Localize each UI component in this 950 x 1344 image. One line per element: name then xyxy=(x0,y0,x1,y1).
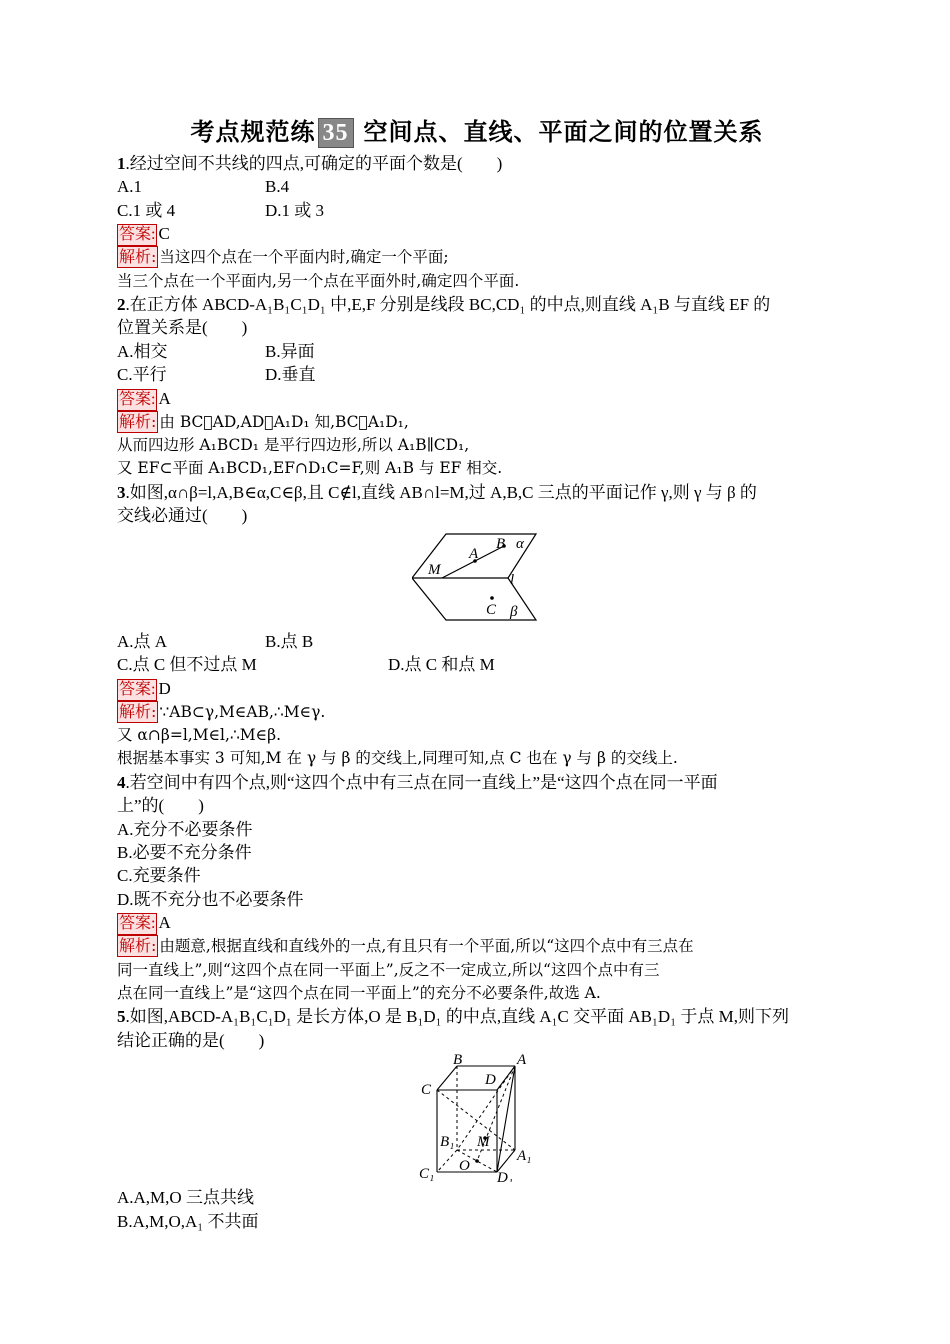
q3-figure xyxy=(412,532,837,628)
q3-stem-line2: 交线必通过( ) xyxy=(117,506,248,526)
q4-answer: 答案: A xyxy=(117,911,837,935)
q2-analysis-line2: 从而四边形 A₁BCD₁ 是平行四边形,所以 A₁B∥CD₁, xyxy=(117,436,470,455)
q4-option-b: B.必要不充分条件 xyxy=(117,842,252,862)
answer-label: 答案: xyxy=(117,389,157,411)
label-c: C xyxy=(486,601,497,618)
q5-option-a: A.A,M,O 三点共线 xyxy=(117,1188,254,1208)
q2-stem-line2: 位置关系是( ) xyxy=(117,318,248,338)
q1-options-row2 xyxy=(117,199,837,222)
q3-options-row2 xyxy=(117,653,837,676)
label-a1: A₁ xyxy=(517,1148,532,1165)
label-d: D xyxy=(485,1072,496,1089)
q4-stem: 4.若空间中有四个点,则“这四个点中有三点在同一直线上”是“这四个点在同一平面 xyxy=(117,772,718,792)
label-alpha: α xyxy=(516,535,524,552)
q5-stem: 5.如图,ABCD-A₁B₁C₁D₁ 是长方体,O 是 B₁D₁ 的中点,直线 A₁C 交平面 AB₁D₁ 于点 M,则下列 xyxy=(117,1007,789,1027)
page-title xyxy=(117,112,837,152)
q3-option-c: C.点 C 但不过点 M xyxy=(117,655,257,675)
label-l: l xyxy=(510,571,515,588)
q4-option-a: A.充分不必要条件 xyxy=(117,819,253,839)
q1-option-a: A.1 xyxy=(117,177,143,197)
q1-answer: 答案: C xyxy=(117,222,837,246)
label-b: B xyxy=(496,535,506,552)
q5-stem-line2: 结论正确的是( ) xyxy=(117,1030,265,1050)
label-c1: C₁ xyxy=(419,1166,435,1183)
label-a: A xyxy=(469,545,479,562)
q1-analysis-line2: 当三个点在一个平面内,另一个点在平面外时,确定四个平面. xyxy=(117,271,520,290)
q3-analysis-line2: 又 α∩β=l,M∈l,∴M∈β. xyxy=(117,725,282,744)
q1-option-b: B.4 xyxy=(265,177,290,197)
point-c xyxy=(490,596,494,600)
q2-analysis: 解析: 由 BC􀱀AD,AD􀱀A₁D₁ 知,BC􀱀A₁D₁, xyxy=(119,411,409,431)
answer-label: 答案: xyxy=(117,679,157,701)
q2-options-row1 xyxy=(117,340,837,363)
q5-option-b: B.A,M,O,A₁ 不共面 xyxy=(117,1211,259,1231)
q3-option-b: B.点 B xyxy=(265,631,314,651)
q1-option-d: D.1 或 3 xyxy=(265,200,325,220)
label-a: A xyxy=(517,1054,527,1069)
document-page xyxy=(117,112,837,1233)
q3-option-d: D.点 C 和点 M xyxy=(388,655,495,675)
q1-stem: 1.经过空间不共线的四点,可确定的平面个数是( ) xyxy=(117,154,503,173)
label-c: C xyxy=(421,1082,432,1099)
q2-stem: 2.在正方体 ABCD-A₁B₁C₁D₁ 中,E,F 分别是线段 BC,CD₁ 的中点,则直线 A₁B 与直线 EF 的 xyxy=(117,295,771,315)
intersecting-planes-diagram xyxy=(412,532,542,628)
label-beta: β xyxy=(510,603,518,620)
q2-options-row2 xyxy=(117,363,837,386)
analysis-label: 解析: xyxy=(119,701,157,721)
q1-options-row1 xyxy=(117,175,837,198)
q2-option-b: B.异面 xyxy=(265,341,315,361)
label-b1: B₁ xyxy=(440,1134,455,1151)
q4-analysis: 解析: 由题意,根据直线和直线外的一点,有且只有一个平面,所以“这四个点中有三点在 xyxy=(119,936,694,956)
q4-analysis-line2: 同一直线上”,则“这四个点在同一平面上”,反之不一定成立,所以“这四个点中有三 xyxy=(117,960,660,979)
q2-answer: 答案: A xyxy=(117,387,837,411)
q1-analysis: 解析: 当这四个点在一个平面内时,确定一个平面; xyxy=(119,247,449,267)
q3-option-a: A.点 A xyxy=(117,631,168,651)
q2-option-c: C.平行 xyxy=(117,365,167,385)
rectangular-box-diagram xyxy=(417,1054,547,1182)
label-m: M xyxy=(428,561,441,578)
q4-option-c: C.充要条件 xyxy=(117,866,201,886)
title-topic: 空间点、直线、平面之间的位置关系 xyxy=(363,118,764,146)
answer-label: 答案: xyxy=(117,913,157,935)
analysis-label: 解析: xyxy=(119,411,157,431)
label-o: O xyxy=(459,1158,470,1175)
q4-option-d: D.既不充分也不必要条件 xyxy=(117,889,304,909)
q3-analysis: 解析: ∵AB⊂γ,M∈AB,∴M∈γ. xyxy=(119,701,326,721)
q2-option-a: A.相交 xyxy=(117,341,168,361)
q3-options-row1 xyxy=(117,630,837,653)
label-b: B xyxy=(453,1054,463,1069)
analysis-label: 解析: xyxy=(119,247,157,267)
q5-figure xyxy=(417,1054,837,1182)
label-d1: D₁ xyxy=(497,1170,514,1183)
label-m: M xyxy=(477,1134,490,1151)
q2-option-d: D.垂直 xyxy=(265,365,316,385)
q4-stem-line2: 上”的( ) xyxy=(117,796,204,816)
q3-stem: 3.如图,α∩β=l,A,B∈α,C∈β,且 C∉l,直线 AB∩l=M,过 A,B,C 三点的平面记作 γ,则 γ 与 β 的 xyxy=(117,482,757,502)
q1-option-c: C.1 或 4 xyxy=(117,200,176,220)
q2-analysis-line3: 又 EF⊂平面 A₁BCD₁,EF∩D₁C=F,则 A₁B 与 EF 相交. xyxy=(117,459,503,478)
q3-answer: 答案: D xyxy=(117,677,837,701)
title-prefix: 考点规范练 xyxy=(190,118,316,146)
q4-analysis-line3: 点在同一直线上”是“这四个点在同一平面上”的充分不必要条件,故选 A. xyxy=(117,983,601,1002)
point-o xyxy=(475,1159,479,1163)
answer-label: 答案: xyxy=(117,224,157,246)
q3-analysis-line3: 根据基本事实 3 可知,M 在 γ 与 β 的交线上,同理可知,点 C 也在 γ 与 β 的交线上. xyxy=(117,749,678,768)
analysis-label: 解析: xyxy=(119,936,157,956)
exercise-number-badge: 35 xyxy=(318,118,354,148)
